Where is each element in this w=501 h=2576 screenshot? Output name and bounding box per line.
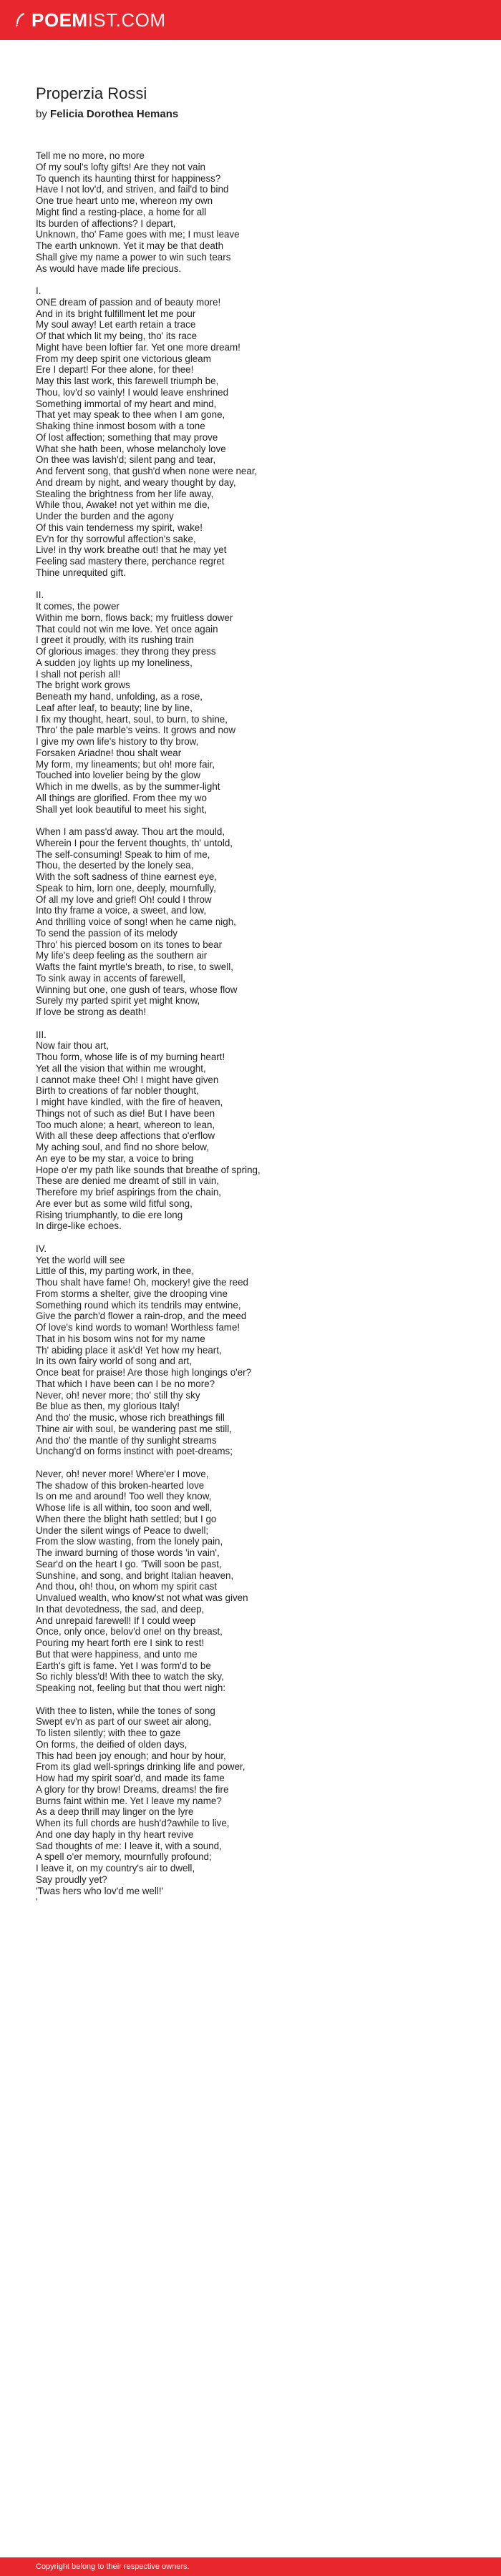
poem-line: I.	[36, 285, 42, 296]
poem-title: Properzia Rossi	[36, 84, 147, 102]
poem-line	[36, 815, 465, 826]
poem-line: May this last work, this farewell triumph be,	[36, 376, 219, 386]
poem-line: I greet it proudly, with its rushing train	[36, 635, 194, 646]
poem-line: Shall give my name a power to win such tears	[36, 251, 231, 263]
author-link[interactable]: Felicia Dorothea Hemans	[50, 108, 179, 120]
poem-line: When I am pass'd away. Thou art the mould,	[36, 826, 225, 837]
poem-line: II.	[36, 589, 44, 601]
poem-line: I might have kindled, with the fire of heaven,	[36, 1097, 223, 1107]
poem-line: In dirge-like echoes.	[36, 1220, 122, 1232]
poem-line: ONE dream of passion and of beauty more!	[36, 296, 221, 308]
poem-line: An eye to be my star, a voice to bring	[36, 1152, 194, 1164]
poem-line: My aching soul, and find no shore below,	[36, 1142, 209, 1152]
poem-line: A spell o'er memory, mournfully profound;	[36, 1851, 212, 1863]
poem-line: I shall not perish all!	[36, 668, 121, 680]
poem-line: From storms a shelter, give the drooping vine	[36, 1288, 228, 1299]
poem-line: Thou shalt have fame! Oh, mockery! give the reed	[36, 1277, 248, 1288]
poem-line: While thou, Awake! not yet within me die,	[36, 499, 210, 511]
poem-line: Yet the world will see	[36, 1254, 125, 1265]
poem-line: Tell me no more, no more	[36, 150, 145, 161]
poem-line: If love be strong as death!	[36, 1007, 147, 1017]
poem-line: The earth unknown. Yet it may be that death	[36, 240, 224, 251]
poem-line: Sad thoughts of me: I leave it, with a sound,	[36, 1840, 222, 1851]
quill-pen-icon	[14, 12, 26, 28]
poem-line: Its burden of affections? I depart,	[36, 217, 176, 229]
poem-line: I fix my thought, heart, soul, to burn, to shine,	[36, 713, 228, 725]
poem-line: Thine air with soul, be wandering past me still,	[36, 1423, 232, 1434]
poem-line: That could not win me love. Yet once again	[36, 623, 218, 635]
poem-line	[36, 579, 465, 590]
poem-line: Thou, the deserted by the lonely sea,	[36, 860, 194, 871]
poem-line: Under the burden and the agony	[36, 511, 174, 521]
poem-line: Unvalued wealth, who know'st not what was given	[36, 1592, 248, 1603]
poem-line: With the soft sadness of thine earnest eye,	[36, 871, 218, 882]
poem-line: Unknown, tho' Fame goes with me; I must leave	[36, 229, 240, 240]
poem-line: '	[36, 1896, 38, 1908]
poem-line: That in his bosom wins not for my name	[36, 1333, 205, 1344]
poem-line: As would have made life precious.	[36, 263, 182, 274]
poem-line: The bright work grows	[36, 680, 130, 691]
poem-line: As a deep thrill may linger on the lyre	[36, 1806, 194, 1818]
poem-line: It comes, the power	[36, 601, 120, 612]
poem-line	[36, 1457, 465, 1469]
poem-line: And fervent song, that gush'd when none were near,	[36, 466, 258, 476]
poem-byline	[36, 107, 465, 122]
poem-line: Shall yet look beautiful to meet his sight,	[36, 803, 207, 815]
poem-line: Too much alone; a heart, whereon to lean,	[36, 1119, 215, 1130]
poem-line: Forsaken Ariadne! thou shalt wear	[36, 747, 182, 758]
poem-line: Might find a resting-place, a home for all	[36, 206, 207, 217]
poem-line: Thro' the pale marble's veins. It grows and now	[36, 725, 236, 736]
poem-line: Little of this, my parting work, in thee,	[36, 1265, 195, 1277]
poem-line: Into thy frame a voice, a sweet, and low,	[36, 905, 207, 916]
poem-line: Swept ev'n as part of our sweet air along,	[36, 1716, 212, 1728]
poem-body	[36, 150, 465, 1908]
poem-line: My soul away! Let earth retain a trace	[36, 319, 196, 330]
poem-line: Whose life is all within, too soon and well,	[36, 1502, 213, 1513]
poem-line: Something round which its tendrils may entwine,	[36, 1299, 241, 1311]
poem-line	[36, 1694, 465, 1705]
poem-line: Birth to creations of far nobler thought,	[36, 1085, 199, 1097]
poem-line: Speak to him, lorn one, deeply, mournfully,	[36, 882, 216, 893]
poem-line: Thou form, whose life is of my burning heart!	[36, 1052, 225, 1062]
poem-line: Of this vain tenderness my spirit, wake!	[36, 521, 203, 533]
poem-line: Live! in thy work breathe out! that he may yet	[36, 544, 227, 556]
poem-line	[36, 1232, 465, 1243]
byline-prefix: by	[36, 108, 51, 120]
poem-line: But that were happiness, and unto me	[36, 1648, 198, 1660]
poem-line: My life's deep feeling as the southern air	[36, 950, 208, 961]
poem-line: Wherein I pour the fervent thoughts, th' untold,	[36, 837, 233, 848]
copyright-notice: Copyright belong to their respective owners.	[36, 2562, 190, 2571]
poem-line: Burns faint within me. Yet I leave my name?	[36, 1795, 222, 1806]
poem-line: Have I not lov'd, and striven, and fail'd to bind	[36, 184, 229, 195]
poem-line: Ere I depart! For thee alone, for thee!	[36, 364, 194, 376]
poem-line: Unchang'd on forms instinct with poet-dreams;	[36, 1446, 233, 1457]
poem-line	[36, 274, 465, 285]
poem-line: Leaf after leaf, to beauty; line by line,	[36, 702, 193, 713]
poem-line: Stealing the brightness from her life away,	[36, 488, 214, 499]
poem-line: Once, only once, belov'd one! on thy breast,	[36, 1626, 223, 1637]
poem-line: Sear'd on the heart I go. 'Twill soon be past,	[36, 1558, 222, 1569]
poem-line: Rising triumphantly, to die ere long	[36, 1209, 183, 1220]
poem-line: Of that which lit my being, tho' its race	[36, 330, 198, 341]
poem-line: Never, oh! never more! Where'er I move,	[36, 1468, 209, 1479]
poem-line: Which in me dwells, as by the summer-light	[36, 781, 220, 792]
poem-line: To listen silently; with thee to gaze	[36, 1728, 181, 1738]
poem-line: Of lost affection; something that may prove	[36, 431, 218, 443]
poem-line: Be blue as then, my glorious Italy!	[36, 1401, 180, 1412]
poem-line: In that devotedness, the sad, and deep,	[36, 1603, 205, 1615]
poem-line: To send the passion of its melody	[36, 927, 177, 939]
poem-line: Thou, lov'd so vainly! I would leave enshrined	[36, 386, 229, 398]
poem-line: Speaking not, feeling but that thou wert nigh:	[36, 1683, 226, 1693]
poem-line: Feeling sad mastery there, perchance regret	[36, 556, 225, 567]
poem-line: Beneath my hand, unfolding, as a rose,	[36, 691, 203, 702]
poem-line: Is on me and around! Too well they know,	[36, 1491, 212, 1502]
poem-line: Within me born, flows back; my fruitless dower	[36, 612, 233, 623]
poem-line: The self-consuming! Speak to him of me,	[36, 848, 210, 860]
poem-line: All things are glorified. From thee my wo	[36, 792, 207, 803]
poem-line: Winning but one, one gush of tears, whose flow	[36, 984, 238, 995]
poem-line: In its own fairy world of song and art,	[36, 1356, 193, 1367]
logo-text-bold: POEM	[31, 9, 88, 31]
poem-line: Therefore my brief aspirings from the chain,	[36, 1187, 221, 1198]
poem-line: A sudden joy lights up my loneliness,	[36, 657, 193, 668]
logo-text-light: IST.COM	[87, 9, 166, 31]
poem-line: Never, oh! never more; tho' still thy sky	[36, 1389, 200, 1401]
poem-line: 'Twas hers who lov'd me well!'	[36, 1885, 164, 1896]
poem-line: My form, my lineaments; but oh! more fair,	[36, 758, 215, 770]
poem-line: So richly bless'd! With thee to watch the sky,	[36, 1671, 224, 1683]
poem-line: Things not of such as die! But I have been	[36, 1107, 215, 1119]
poem-line: Thine unrequited gift.	[36, 567, 126, 578]
poem-line: With all these deep affections that o'erflow	[36, 1130, 215, 1142]
poem-line: IV.	[36, 1243, 47, 1254]
poem-line: Something immortal of my heart and mind,	[36, 398, 217, 409]
poem-line: Thro' his pierced bosom on its tones to bear	[36, 939, 223, 950]
poem-line: Of love's kind words to woman! Worthless fame!	[36, 1322, 240, 1333]
poem-line: Might have been loftier far. Yet one more dream!	[36, 341, 240, 353]
poem-line: And in its bright fulfillment let me pour	[36, 308, 196, 319]
poem-line: And tho' the mantle of thy sunlight streams	[36, 1434, 217, 1446]
poem-line: To quench its haunting thirst for happiness?	[36, 172, 221, 184]
site-footer	[0, 2557, 501, 2576]
poem-line: Of glorious images: they throng they press	[36, 646, 216, 657]
poem-line: I cannot make thee! Oh! I might have given	[36, 1074, 219, 1085]
poem-line: When there the blight hath settled; but I go	[36, 1513, 217, 1524]
poem-line: How had my spirit soar'd, and made its fame	[36, 1773, 225, 1783]
poem-line	[36, 1018, 465, 1029]
poem-line: The shadow of this broken-hearted love	[36, 1479, 205, 1491]
poem-line: Th' abiding place it ask'd! Yet how my heart,	[36, 1344, 222, 1356]
poem-line: Hope o'er my path like sounds that breathe of spring,	[36, 1164, 261, 1175]
poem-line: Of my soul's lofty gifts! Are they not vain	[36, 161, 205, 172]
poem-line: And thou, oh! thou, on whom my spirit cast	[36, 1581, 218, 1592]
poem-line: Ev'n for thy sorrowful affection's sake,	[36, 533, 196, 544]
poem-line: With thee to listen, while the tones of song	[36, 1705, 215, 1716]
poem-line: That which I have been can I be no more?	[36, 1378, 215, 1389]
poem-line: Of all my love and grief! Oh! could I throw	[36, 893, 212, 905]
poem-content	[36, 84, 465, 1908]
poem-line: Earth's gift is fame. Yet I was form'd to be	[36, 1660, 211, 1671]
poem-line: Sunshine, and song, and bright Italian heaven,	[36, 1569, 234, 1581]
poem-line: What she hath been, whose melancholy love	[36, 443, 226, 454]
poem-line: Pouring my heart forth ere I sink to rest!	[36, 1637, 205, 1648]
poem-line: III.	[36, 1029, 47, 1040]
poem-line: The inward burning of those words 'in vain',	[36, 1547, 220, 1558]
poem-line: And tho' the music, whose rich breathings fill	[36, 1412, 225, 1423]
poem-line: Once beat for praise! Are those high longings o'er?	[36, 1367, 252, 1378]
poem-line: And unrepaid farewell! If I could weep	[36, 1615, 196, 1626]
poem-line: When its full chords are hush'd?awhile to live,	[36, 1818, 230, 1828]
poem-line: And one day haply in thy heart revive	[36, 1828, 194, 1840]
poem-line: Surely my parted spirit yet might know,	[36, 995, 200, 1007]
poem-line: Give the parch'd flower a rain-drop, and the meed	[36, 1311, 247, 1322]
poem-line: Wafts the faint myrtle's breath, to rise, to swell,	[36, 961, 233, 972]
poem-line: From its glad well-springs drinking life and power,	[36, 1761, 245, 1773]
poem-line: From the slow wasting, from the lonely pain,	[36, 1536, 223, 1547]
poem-line: Are ever but as some wild fitful song,	[36, 1198, 193, 1209]
poem-line: On forms, the deified of olden days,	[36, 1738, 188, 1750]
poem-line: Touched into lovelier being by the glow	[36, 770, 201, 781]
poem-line: This had been joy enough; and hour by hour,	[36, 1750, 226, 1761]
poem-line: Yet all the vision that within me wrought,	[36, 1062, 206, 1074]
poem-line: From my deep spirit one victorious gleam	[36, 353, 211, 364]
poem-line: A glory for thy brow! Dreams, dreams! the fire	[36, 1783, 229, 1795]
poem-line: Shaking thine inmost bosom with a tone	[36, 421, 205, 431]
poem-line: I give my own life's history to thy brow,	[36, 736, 199, 747]
poem-line: And dream by night, and weary thought by day,	[36, 476, 236, 488]
poem-line: One true heart unto me, whereon my own	[36, 195, 213, 206]
poem-line: That yet may speak to thee when I am gone,	[36, 409, 225, 421]
site-header	[0, 0, 501, 40]
poem-line: These are denied me dreamt of still in vain,	[36, 1175, 220, 1187]
poem-line: Under the silent wings of Peace to dwell;	[36, 1524, 209, 1536]
poem-line: Say proudly yet?	[36, 1874, 107, 1885]
poem-line: On thee was lavish'd; silent pang and tear,	[36, 454, 216, 466]
poem-line: I leave it, on my country's air to dwell,	[36, 1863, 195, 1874]
site-logo[interactable]	[14, 11, 166, 29]
poem-line: Now fair thou art,	[36, 1040, 109, 1052]
poem-line: To sink away in accents of farewell,	[36, 972, 186, 984]
poem-line: And thrilling voice of song! when he came nigh,	[36, 916, 236, 927]
